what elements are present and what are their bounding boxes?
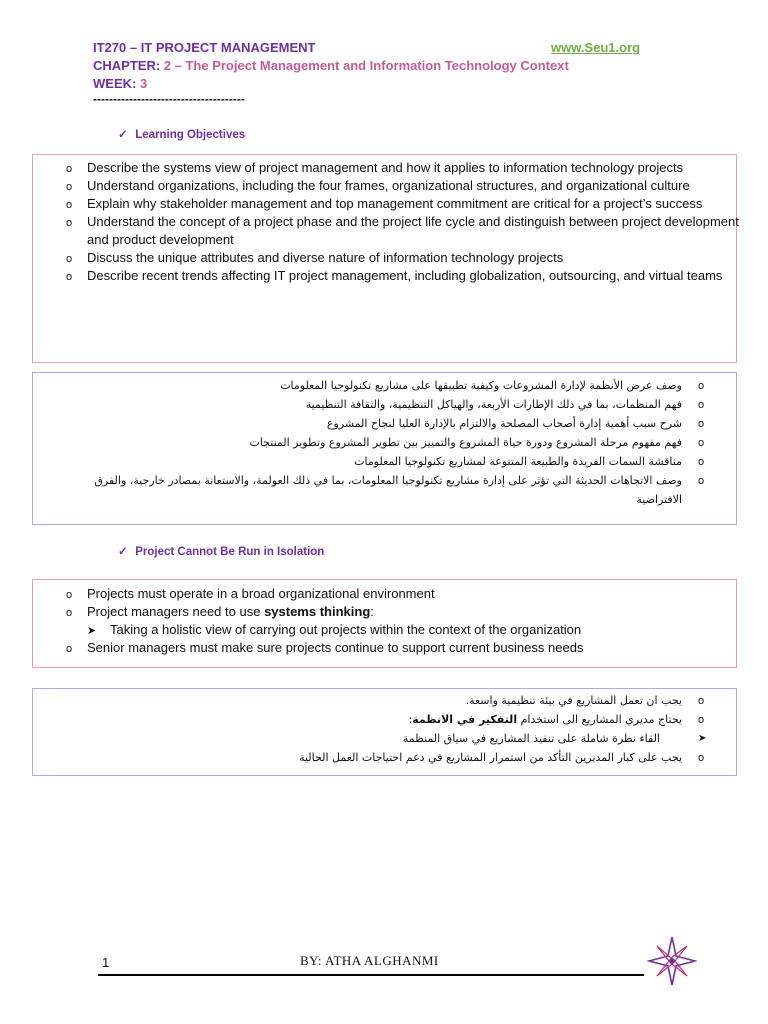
footer-rule (98, 974, 644, 976)
chapter-line (93, 58, 569, 74)
checkmark-icon: ✓ (118, 546, 128, 558)
list-item: o Describe recent trends affecting IT project management, including globalization, outsourcing, and virtual teams (56, 267, 750, 285)
bullet-icon: o (698, 475, 705, 487)
list-subitem: القاء نظرة شاملة على تنفيذ المشاريع في سياق المنظمة (402, 732, 660, 745)
bullet-icon: o (698, 418, 705, 430)
star-logo-icon (647, 936, 697, 986)
list-item (46, 710, 682, 729)
list-item: وصف الاتجاهات الحديثة التي تؤثر على إدارة مشاريع تكنولوجيا المعلومات، بما في ذلك العولمة، والاستعانة بمصادر خارجية، والفرق الافتراضية (94, 474, 682, 506)
points-en-list (56, 585, 750, 657)
list-item: o Discuss the unique attributes and diverse nature of information technology projects (56, 249, 750, 267)
page-number: 1 (102, 955, 110, 970)
bullet-icon: o (698, 714, 705, 726)
website-link[interactable]: www.Seu1.org (551, 40, 641, 55)
list-item: o Understand organizations, including the four frames, organizational structures, and organizational culture (56, 177, 750, 195)
point-prefix: Project managers need to use (87, 604, 265, 619)
point-suffix: : (408, 713, 413, 726)
list-item: فهم مفهوم مرحلة المشروع ودورة حياة المشروع والتمييز بين تطوير المشروع وتطوير المنتجات (249, 436, 682, 449)
author-name: BY: ATHA ALGHANMI (300, 953, 439, 968)
section-isolation-heading (118, 544, 324, 558)
week-line (93, 76, 147, 92)
list-item: o Understand the concept of a project phase and the project life cycle and distinguish between project development and product development (56, 213, 750, 249)
list-item: يجب ان تعمل المشاريع في بيئة تنظيمية واسعة. (465, 694, 682, 707)
point-bold: systems thinking (264, 604, 371, 619)
header-rule: -------------------------------------- (93, 92, 245, 106)
point-bold: التفكير في الانظمة (412, 713, 518, 726)
list-item: o Projects must operate in a broad organizational environment (56, 585, 750, 603)
bullet-icon: o (698, 752, 705, 764)
objectives-en-list (56, 159, 750, 285)
week-value: 3 (139, 76, 148, 91)
list-item: يجب على كبار المديرين التأكد من استمرار المشاريع في دعم احتياجات العمل الحالية (299, 751, 682, 764)
points-ar-list (46, 691, 682, 767)
list-item: o Explain why stakeholder management and top management commitment are critical for a project’s success (56, 195, 750, 213)
list-item (56, 603, 750, 621)
bullet-icon: o (698, 380, 705, 392)
chapter-label: CHAPTER: (93, 58, 161, 73)
week-label: WEEK: (93, 76, 137, 91)
section-learning-objectives-heading (118, 127, 245, 141)
list-subitem: ➤ Taking a holistic view of carrying out projects within the context of the organization (56, 621, 750, 639)
bullet-icon: o (698, 695, 705, 707)
bullet-icon: o (698, 399, 705, 411)
chapter-title: 2 – The Project Management and Information Technology Context (163, 58, 569, 73)
bullet-icon: o (698, 437, 705, 449)
bullet-icon: o (698, 456, 705, 468)
point-suffix: : (370, 604, 374, 619)
arrow-bullet-icon: ➤ (698, 733, 707, 744)
checkmark-icon: ✓ (118, 129, 128, 141)
list-item: شرح سبب أهمية إدارة أصحاب المصلحة والالتزام بالإدارة العليا لنجاح المشروع (326, 417, 682, 430)
list-item: o Describe the systems view of project management and how it applies to information technology projects (56, 159, 750, 177)
list-item: o Senior managers must make sure projects continue to support current business needs (56, 639, 750, 657)
course-title: IT270 – IT PROJECT MANAGEMENT (93, 40, 316, 55)
list-item: فهم المنظمات، بما في ذلك الإطارات الأربعة، والهياكل التنظيمية، والثقافة التنظيمية (305, 398, 682, 411)
section-title: Learning Objectives (135, 129, 246, 141)
objectives-ar-list (46, 376, 682, 509)
list-item: وصف عرض الأنظمة لإدارة المشروعات وكيفية تطبيقها على مشاريع تكنولوجيا المعلومات (280, 379, 682, 392)
point-prefix: يحتاج مديري المشاريع الى استخدام (517, 713, 682, 726)
list-item: مناقشة السمات الفريدة والطبيعة المتنوعة لمشاريع تكنولوجيا المعلومات (354, 455, 682, 468)
section-title: Project Cannot Be Run in Isolation (135, 546, 325, 558)
